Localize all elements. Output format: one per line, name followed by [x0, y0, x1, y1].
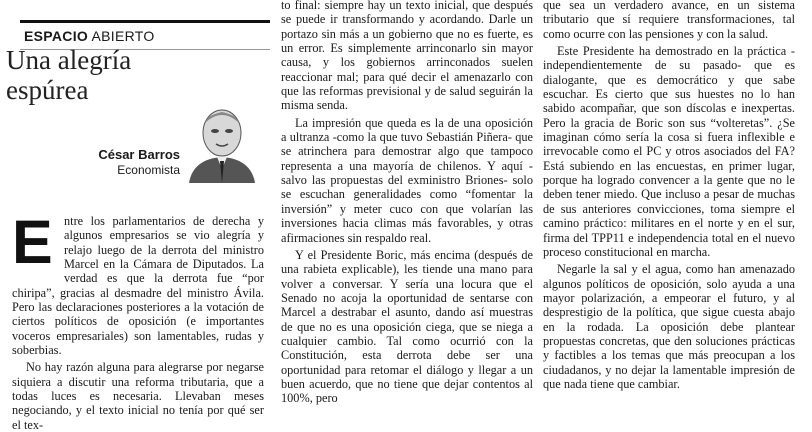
paragraph: que sea un verdadero avance, en un sistema tributario que sí requiere transformaciones, tal como ocurre con las pensiones y con la salud. [543, 0, 795, 41]
paragraph: Negarle la sal y el agua, como han amenazado algunos políticos de oposición, solo ayuda a una mayor polarización, a empeorar el futuro, y al desprestigio de la política, que sigue cuesta abajo en la rodada. La oposición debe plantear propuestas concretas, que den soluciones prácticas y factibles a los temas que más preocupan a los ciudadanos, y no dejar la lamentable impresión de que nada tiene que cambiar. [543, 262, 795, 391]
article-column-3 [543, 0, 795, 405]
paragraph [12, 208, 264, 358]
section-label-rest: ABIERTO [91, 28, 155, 44]
paragraph-text: ntre los parlamentarios de derecha y algunos empresarios se vio alegría y relajo luego de la derrota del ministro Marcel en la Cámara de Diputados. La verdad es que la derrota fue “por chiripa”, gracias al desmadre del ministro Ávila. Pero las declaraciones posteriores a la votación de ciertos políticos de oposición (e importantes voceros empresariales) son lamentables, rudas y soberbias. [12, 214, 264, 358]
paragraph: Este Presidente ha demostrado en la práctica -independientemente de su pasado- que es dialogante, que es democrático y que sabe escuchar. Es cierto que sus huestes no lo han sabido acompañar, que son díscolas e inexpertas. Pero la gracia de Boric son sus “volteretas”. ¿Se imaginan cómo sería la cosa si fuera inflexible e irrevocable como el PC y otros asociados del FA? Está subiendo en las encuestas, en primer lugar, porque ha logrado convencer a la gente que no le deben tener miedo. Que incluso a pesar de muchas de sus anteriores convicciones, toma siempre el camino práctico: militares en el norte y en el sur, firma del TPP11 e independencia total en el nuevo proceso constitucional en marcha. [543, 44, 795, 259]
paragraph: to final: siempre hay un texto inicial, que después se puede ir transformando y acordando. Darle un portazo sin más a un gobierno que no es fuerte, es un error. Es simplemente arrinconarlo sin mayor causa, y los gobiernos arrinconados suelen reaccionar mal; para qué decir el amenazarlo con que las reformas previsional y de salud seguirán la misma senda. [281, 0, 533, 113]
author-portrait [185, 103, 259, 183]
author-name: César Barros [98, 147, 180, 162]
byline [60, 147, 180, 177]
article-column-1 [12, 208, 264, 432]
paragraph: Y el Presidente Boric, más encima (después de una rabieta explicable), les tiende una mano para volver a conversar. Y sería una locura que el Senado no acoja la oportunidad de sentarse con Marcel a destrabar el asunto, dando así muestras de que no es una oposición ciega, que se niega a cualquier cambio. Tal como ocurrió con la Constitución, esta derrota debe ser una oportunidad para retomar el diálogo y llegar a un buen acuerdo, que no tiene que dejar contentos al 100%, pero [281, 247, 533, 406]
paragraph: No hay razón alguna para alegrarse por negarse siquiera a discutir una reforma tributaria, que a todas luces es necesaria. Llevaban meses negociando, y el texto inicial no tenía por qué ser el tex- [12, 360, 264, 432]
article-column-2 [281, 0, 533, 405]
article-title: Una alegría espúrea [6, 45, 132, 105]
author-role: Economista [117, 163, 180, 177]
drop-cap: E [12, 208, 53, 276]
section-label-bold: ESPACIO [24, 28, 89, 44]
paragraph: La impresión que queda es la de una oposición a ultranza -como la que tuvo Sebastián Piñera- que se atrinchera para demostrar algo que tampoco representa a una mayoría de chilenos. Y aquí -salvo las propuestas del exministro Briones- solo se escuchan generalidades como “fomentar la inversión” y meter cuco con que volarían las inversiones hacia climas más favorables, y otras afirmaciones sin respaldo real. [281, 115, 533, 245]
